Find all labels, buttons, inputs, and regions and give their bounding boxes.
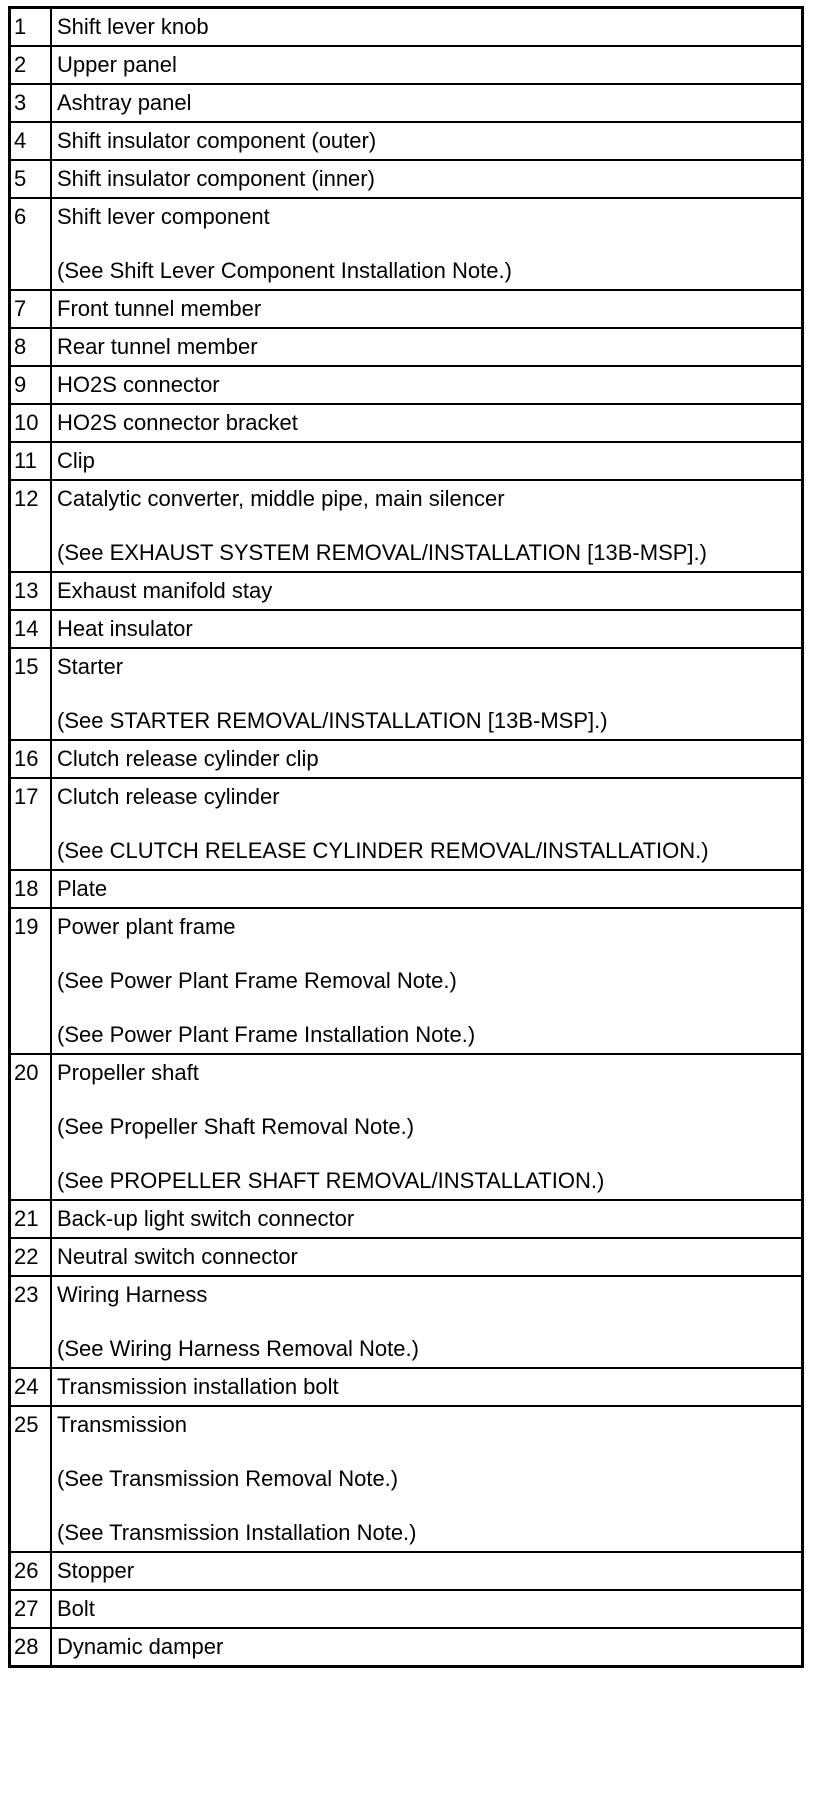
- part-number: 5: [10, 160, 52, 198]
- part-number: 19: [10, 908, 52, 1054]
- part-number: 23: [10, 1276, 52, 1368]
- part-description: [51, 480, 803, 572]
- part-number: 21: [10, 1200, 52, 1238]
- part-description: [51, 648, 803, 740]
- part-note: (See Transmission Removal Note.): [57, 1466, 399, 1491]
- part-description: [51, 290, 803, 328]
- part-note: (See EXHAUST SYSTEM REMOVAL/INSTALLATION [13B-MSP].): [57, 540, 707, 565]
- part-name: Bolt: [57, 1596, 95, 1621]
- part-name: Stopper: [57, 1558, 135, 1583]
- part-number: 25: [10, 1406, 52, 1552]
- part-name: Wiring Harness: [57, 1282, 208, 1307]
- part-description: [51, 870, 803, 908]
- table-row: [10, 1552, 803, 1590]
- table-row: [10, 290, 803, 328]
- table-row: [10, 328, 803, 366]
- table-row: [10, 870, 803, 908]
- table-row: [10, 648, 803, 740]
- part-name: Transmission installation bolt: [57, 1374, 339, 1399]
- part-description: [51, 572, 803, 610]
- part-name: Clip: [57, 448, 95, 473]
- part-note: (See STARTER REMOVAL/INSTALLATION [13B-MSP].): [57, 708, 608, 733]
- part-name: Exhaust manifold stay: [57, 578, 273, 603]
- part-number: 1: [10, 8, 52, 47]
- part-number: 11: [10, 442, 52, 480]
- part-name: Upper panel: [57, 52, 177, 77]
- table-row: [10, 442, 803, 480]
- table-row: [10, 778, 803, 870]
- part-description: [51, 740, 803, 778]
- table-row: [10, 404, 803, 442]
- table-row: [10, 8, 803, 47]
- parts-table-body: [10, 8, 803, 1667]
- part-description: [51, 1200, 803, 1238]
- part-number: 20: [10, 1054, 52, 1200]
- part-name: Ashtray panel: [57, 90, 192, 115]
- table-row: [10, 572, 803, 610]
- part-number: 15: [10, 648, 52, 740]
- part-number: 12: [10, 480, 52, 572]
- part-name: Shift lever knob: [57, 14, 209, 39]
- part-description: [51, 122, 803, 160]
- part-description: [51, 1406, 803, 1552]
- part-description: [51, 1628, 803, 1667]
- part-note: (See PROPELLER SHAFT REMOVAL/INSTALLATION.): [57, 1168, 605, 1193]
- part-number: 10: [10, 404, 52, 442]
- part-name: Propeller shaft: [57, 1060, 199, 1085]
- table-row: [10, 1406, 803, 1552]
- table-row: [10, 740, 803, 778]
- part-name: Starter: [57, 654, 124, 679]
- part-number: 13: [10, 572, 52, 610]
- part-name: Shift lever component: [57, 204, 270, 229]
- table-row: [10, 610, 803, 648]
- part-number: 7: [10, 290, 52, 328]
- part-description: [51, 404, 803, 442]
- part-number: 22: [10, 1238, 52, 1276]
- table-row: [10, 160, 803, 198]
- table-row: [10, 122, 803, 160]
- part-name: Transmission: [57, 1412, 187, 1437]
- part-number: 24: [10, 1368, 52, 1406]
- part-description: [51, 198, 803, 290]
- part-note: (See Propeller Shaft Removal Note.): [57, 1114, 415, 1139]
- part-description: [51, 1276, 803, 1368]
- part-description: [51, 328, 803, 366]
- part-description: [51, 1368, 803, 1406]
- part-number: 18: [10, 870, 52, 908]
- part-description: [51, 610, 803, 648]
- table-row: [10, 1054, 803, 1200]
- table-row: [10, 198, 803, 290]
- part-note: (See Wiring Harness Removal Note.): [57, 1336, 419, 1361]
- part-description: [51, 160, 803, 198]
- part-note: (See Shift Lever Component Installation Note.): [57, 258, 512, 283]
- part-number: 6: [10, 198, 52, 290]
- table-row: [10, 1368, 803, 1406]
- part-number: 8: [10, 328, 52, 366]
- table-row: [10, 1590, 803, 1628]
- part-description: [51, 1054, 803, 1200]
- part-name: HO2S connector: [57, 372, 220, 397]
- part-name: Clutch release cylinder clip: [57, 746, 319, 771]
- part-description: [51, 1590, 803, 1628]
- part-note: (See Transmission Installation Note.): [57, 1520, 417, 1545]
- part-name: HO2S connector bracket: [57, 410, 298, 435]
- table-row: [10, 1238, 803, 1276]
- part-name: Clutch release cylinder: [57, 784, 280, 809]
- part-name: Front tunnel member: [57, 296, 262, 321]
- part-name: Rear tunnel member: [57, 334, 258, 359]
- part-number: 27: [10, 1590, 52, 1628]
- part-number: 3: [10, 84, 52, 122]
- part-note: (See CLUTCH RELEASE CYLINDER REMOVAL/INSTALLATION.): [57, 838, 709, 863]
- part-number: 2: [10, 46, 52, 84]
- part-description: [51, 366, 803, 404]
- parts-table: [8, 6, 804, 1668]
- part-name: Shift insulator component (inner): [57, 166, 375, 191]
- table-row: [10, 46, 803, 84]
- part-number: 14: [10, 610, 52, 648]
- table-row: [10, 1200, 803, 1238]
- part-note: (See Power Plant Frame Removal Note.): [57, 968, 457, 993]
- part-name: Catalytic converter, middle pipe, main silencer: [57, 486, 505, 511]
- part-name: Neutral switch connector: [57, 1244, 298, 1269]
- part-description: [51, 908, 803, 1054]
- part-number: 9: [10, 366, 52, 404]
- part-name: Heat insulator: [57, 616, 193, 641]
- part-description: [51, 442, 803, 480]
- table-row: [10, 480, 803, 572]
- part-name: Shift insulator component (outer): [57, 128, 377, 153]
- part-name: Back-up light switch connector: [57, 1206, 355, 1231]
- part-number: 16: [10, 740, 52, 778]
- part-description: [51, 1238, 803, 1276]
- part-number: 4: [10, 122, 52, 160]
- table-row: [10, 366, 803, 404]
- table-row: [10, 908, 803, 1054]
- table-row: [10, 84, 803, 122]
- part-note: (See Power Plant Frame Installation Note.): [57, 1022, 476, 1047]
- part-number: 17: [10, 778, 52, 870]
- part-name: Plate: [57, 876, 108, 901]
- part-description: [51, 1552, 803, 1590]
- part-description: [51, 8, 803, 47]
- part-number: 26: [10, 1552, 52, 1590]
- part-name: Dynamic damper: [57, 1634, 224, 1659]
- part-description: [51, 46, 803, 84]
- table-row: [10, 1276, 803, 1368]
- part-description: [51, 84, 803, 122]
- parts-list: [8, 6, 806, 1668]
- table-row: [10, 1628, 803, 1667]
- part-number: 28: [10, 1628, 52, 1667]
- part-name: Power plant frame: [57, 914, 236, 939]
- part-description: [51, 778, 803, 870]
